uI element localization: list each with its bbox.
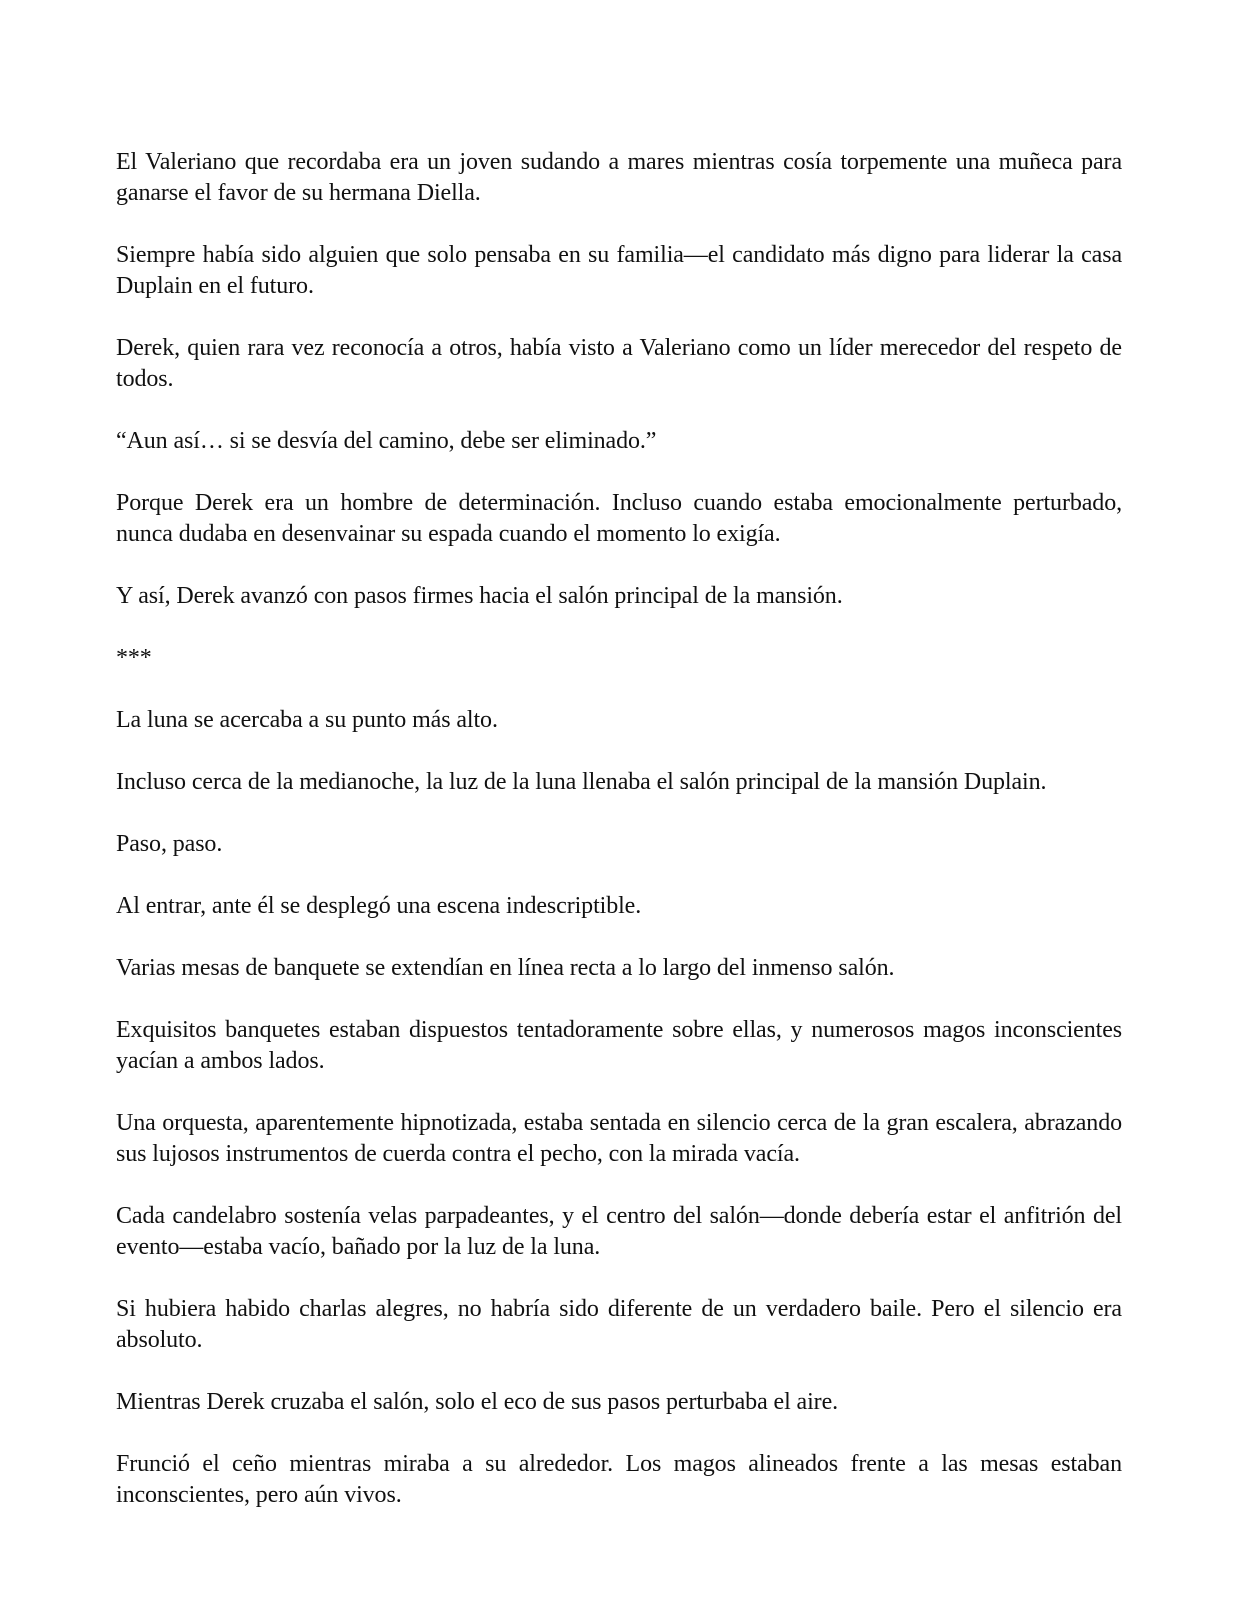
section-break: *** xyxy=(116,645,152,671)
paragraph: Al entrar, ante él se desplegó una escena indescriptible. xyxy=(116,893,642,919)
dialogue-paragraph: “Aun así… si se desvía del camino, debe ser eliminado.” xyxy=(116,428,657,454)
document-body xyxy=(116,147,1122,1511)
paragraph: Porque Derek era un hombre de determinación. Incluso cuando estaba emocionalmente perturbado, nunca dudaba en desenvainar su espada cuando el momento lo exigía. xyxy=(116,490,1122,547)
paragraph: Incluso cerca de la medianoche, la luz de la luna llenaba el salón principal de la mansión Duplain. xyxy=(116,769,1047,795)
paragraph: Si hubiera habido charlas alegres, no habría sido diferente de un verdadero baile. Pero el silencio era absoluto. xyxy=(116,1296,1122,1353)
paragraph: Exquisitos banquetes estaban dispuestos tentadoramente sobre ellas, y numerosos magos inconscientes yacían a ambos lados. xyxy=(116,1017,1122,1074)
paragraph: El Valeriano que recordaba era un joven sudando a mares mientras cosía torpemente una muñeca para ganarse el favor de su hermana Diella. xyxy=(116,149,1122,206)
paragraph: Mientras Derek cruzaba el salón, solo el eco de sus pasos perturbaba el aire. xyxy=(116,1389,839,1415)
paragraph: Siempre había sido alguien que solo pensaba en su familia—el candidato más digno para liderar la casa Duplain en el futuro. xyxy=(116,242,1122,299)
paragraph: Frunció el ceño mientras miraba a su alrededor. Los magos alineados frente a las mesas estaban inconscientes, pero aún vivos. xyxy=(116,1451,1122,1508)
paragraph: Cada candelabro sostenía velas parpadeantes, y el centro del salón—donde debería estar el anfitrión del evento—estaba vacío, bañado por la luz de la luna. xyxy=(116,1203,1122,1260)
paragraph: La luna se acercaba a su punto más alto. xyxy=(116,707,498,733)
paragraph: Varias mesas de banquete se extendían en línea recta a lo largo del inmenso salón. xyxy=(116,955,895,981)
paragraph: Derek, quien rara vez reconocía a otros, había visto a Valeriano como un líder merecedor del respeto de todos. xyxy=(116,335,1122,392)
paragraph: Paso, paso. xyxy=(116,831,223,857)
paragraph: Una orquesta, aparentemente hipnotizada, estaba sentada en silencio cerca de la gran escalera, abrazando sus lujosos instrumentos de cuerda contra el pecho, con la mirada vacía. xyxy=(116,1110,1122,1167)
paragraph: Y así, Derek avanzó con pasos firmes hacia el salón principal de la mansión. xyxy=(116,583,843,609)
